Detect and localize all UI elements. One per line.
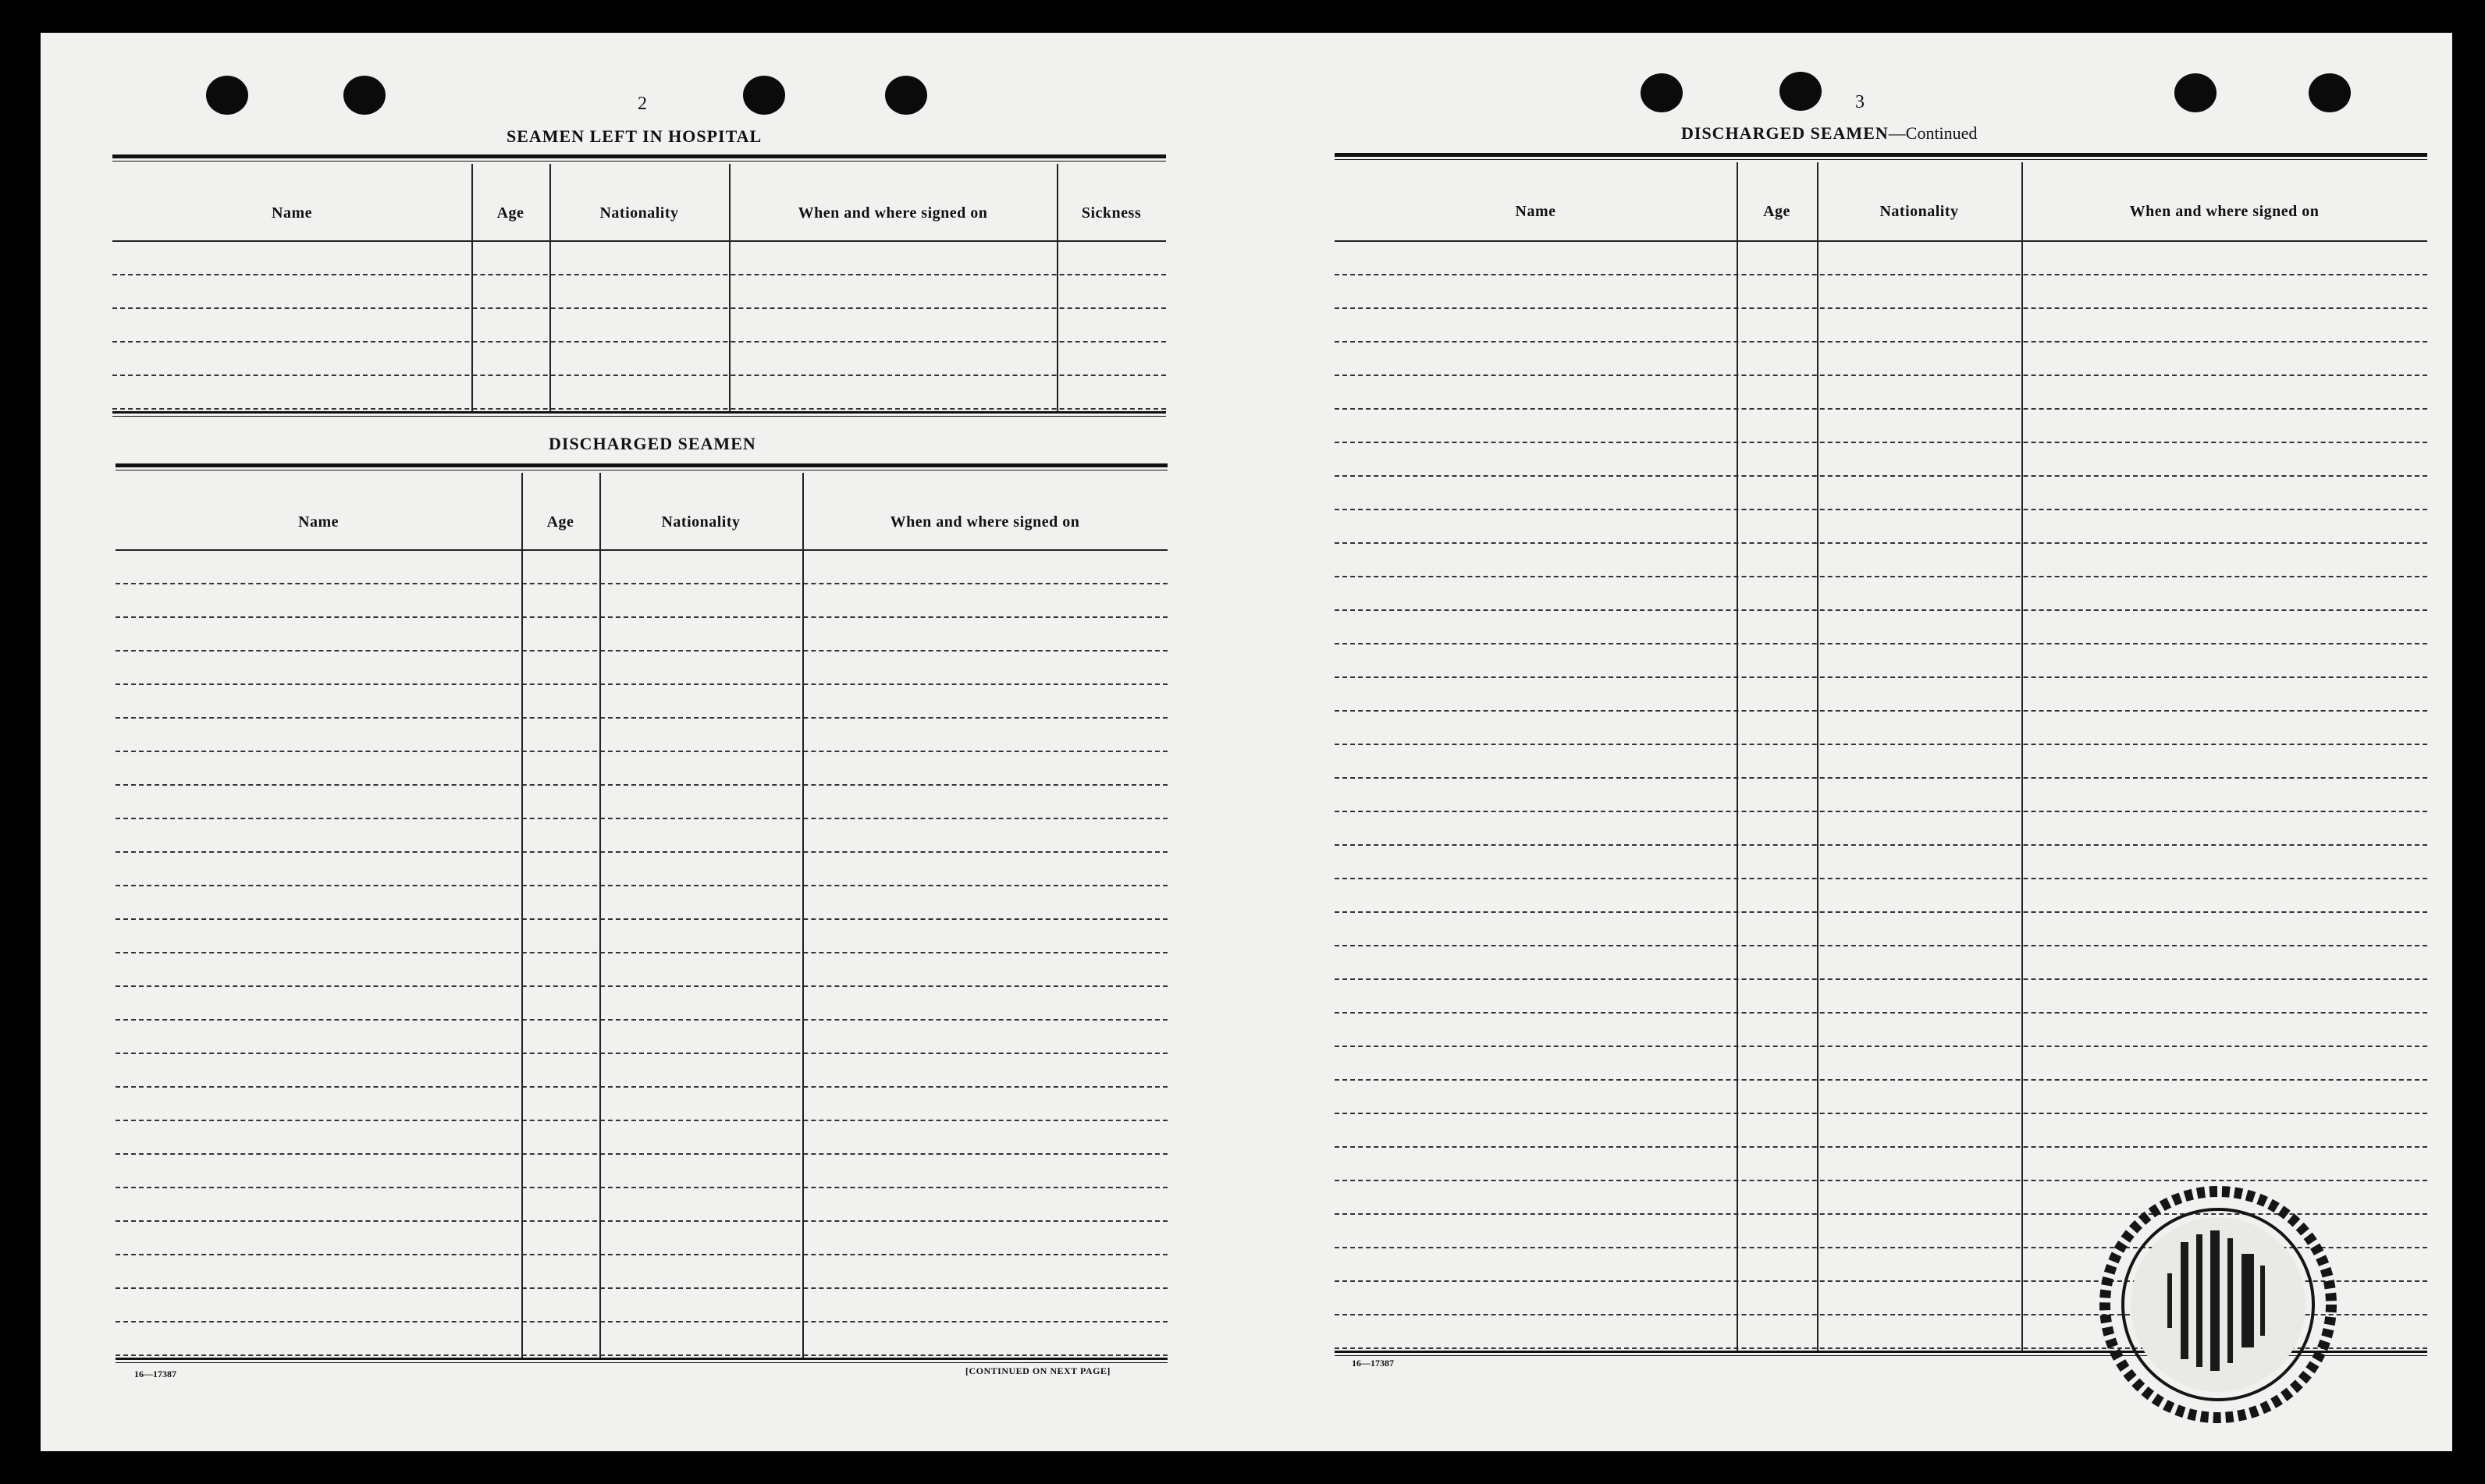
table-row-line: [1335, 509, 2427, 510]
table-row-line: [116, 1053, 1168, 1054]
table-row-line: [116, 751, 1168, 752]
header-separator: [112, 240, 1166, 242]
table-row-line: [116, 1220, 1168, 1222]
hospital-table: [112, 154, 1166, 451]
table-row-line: [1335, 609, 2427, 611]
column-divider: [2021, 162, 2023, 1351]
table-row-line: [1335, 1146, 2427, 1148]
form-sheet: [41, 33, 2452, 1451]
table-row-line: [116, 818, 1168, 819]
column-header-when-and-where-signed-on: When and where signed on: [798, 204, 988, 222]
table-bottom-rule: [112, 416, 1166, 417]
table-row-line: [1335, 442, 2427, 443]
table-row-line: [116, 650, 1168, 651]
table-row-line: [1335, 576, 2427, 577]
column-header-nationality: Nationality: [661, 513, 741, 531]
table-row-line: [1335, 475, 2427, 477]
column-header-name: Name: [1515, 203, 1556, 220]
table-row-line: [116, 952, 1168, 953]
column-divider: [549, 164, 551, 411]
table-row-line: [112, 375, 1166, 376]
table-row-line: [116, 717, 1168, 719]
column-header-age: Age: [1763, 203, 1790, 220]
table-bottom-rule: [112, 411, 1166, 414]
table-row-line: [1335, 408, 2427, 410]
table-top-rule: [116, 463, 1168, 467]
table-row-line: [1335, 978, 2427, 980]
table-row-line: [1335, 1113, 2427, 1114]
table-row-line: [116, 851, 1168, 853]
hospital-section-title: SEAMEN LEFT IN HOSPITAL: [507, 126, 763, 146]
table-row-line: [112, 341, 1166, 343]
table-row-line: [116, 1086, 1168, 1088]
table-row-line: [116, 683, 1168, 685]
table-row-line: [112, 274, 1166, 275]
header-separator: [116, 549, 1168, 551]
punch-hole: [206, 76, 248, 115]
table-row-line: [116, 1287, 1168, 1289]
table-row-line: [1335, 1012, 2427, 1014]
punch-hole: [2309, 73, 2351, 112]
receipt-stamp: [2093, 1180, 2343, 1429]
discharged-continued-title: [1681, 123, 1977, 144]
column-divider: [1057, 164, 1058, 411]
table-row-line: [112, 307, 1166, 309]
table-row-line: [116, 1254, 1168, 1255]
table-row-line: [1335, 811, 2427, 812]
column-header-name: Name: [272, 204, 312, 222]
table-row-line: [1335, 945, 2427, 946]
punch-hole: [885, 76, 927, 115]
table-row-line: [1335, 1079, 2427, 1081]
column-header-nationality: Nationality: [1879, 203, 1959, 220]
table-row-line: [1335, 1046, 2427, 1047]
page-number-right: 3: [1855, 92, 1865, 112]
table-row-line: [116, 583, 1168, 584]
table-bottom-rule: [116, 1362, 1168, 1363]
table-row-line: [116, 1153, 1168, 1155]
section-title-main: DISCHARGED SEAMEN: [1681, 123, 1889, 143]
column-divider: [599, 473, 601, 1358]
table-row-line: [1335, 744, 2427, 745]
table-top-rule: [112, 154, 1166, 158]
table-row-line: [116, 885, 1168, 886]
punch-hole: [2174, 73, 2217, 112]
continued-note: [CONTINUED ON NEXT PAGE]: [965, 1365, 1111, 1376]
page-number-left: 2: [638, 94, 647, 114]
column-divider: [1817, 162, 1818, 1351]
table-row-line: [116, 616, 1168, 618]
table-row-line: [112, 408, 1166, 410]
table-row-line: [1335, 307, 2427, 309]
table-row-line: [116, 1120, 1168, 1121]
table-row-line: [1335, 341, 2427, 343]
column-header-when-and-where-signed-on: When and where signed on: [2129, 203, 2320, 220]
column-header-name: Name: [298, 513, 339, 531]
column-divider: [729, 164, 731, 411]
table-row-line: [1335, 844, 2427, 846]
discharged-section-title: DISCHARGED SEAMEN: [549, 434, 756, 453]
table-row-line: [116, 918, 1168, 920]
table-bottom-rule: [116, 1358, 1168, 1360]
header-separator: [1335, 240, 2427, 242]
table-row-line: [116, 1187, 1168, 1188]
table-row-line: [116, 1321, 1168, 1322]
table-row-line: [1335, 643, 2427, 644]
table-row-line: [1335, 777, 2427, 779]
form-number-right: 16—17387: [1352, 1358, 1394, 1369]
table-row-line: [1335, 274, 2427, 275]
column-divider: [1737, 162, 1738, 1351]
table-row-line: [1335, 710, 2427, 712]
table-row-line: [1335, 676, 2427, 678]
table-row-line: [116, 784, 1168, 786]
punch-hole: [343, 76, 386, 115]
discharged-table: [116, 463, 1168, 1353]
punch-hole: [1779, 72, 1822, 111]
punch-hole: [743, 76, 785, 115]
column-header-nationality: Nationality: [599, 204, 679, 222]
table-row-line: [1335, 542, 2427, 544]
column-divider: [521, 473, 523, 1358]
table-row-line: [116, 1354, 1168, 1356]
table-row-line: [116, 985, 1168, 987]
table-top-rule: [112, 161, 1166, 162]
table-row-line: [1335, 878, 2427, 879]
table-row-line: [116, 1019, 1168, 1021]
column-divider: [802, 473, 804, 1358]
column-header-age: Age: [546, 513, 574, 531]
punch-hole: [1641, 73, 1683, 112]
section-title-suffix: —Continued: [1888, 123, 1978, 143]
discharged-continued-table: [1335, 153, 2427, 1354]
column-header-sickness: Sickness: [1081, 204, 1142, 222]
table-top-rule: [1335, 159, 2427, 160]
table-row-line: [1335, 911, 2427, 913]
form-number-left: 16—17387: [134, 1369, 176, 1379]
column-header-age: Age: [496, 204, 524, 222]
table-top-rule: [1335, 153, 2427, 157]
column-header-when-and-where-signed-on: When and where signed on: [890, 513, 1080, 531]
table-row-line: [1335, 375, 2427, 376]
column-divider: [471, 164, 473, 411]
